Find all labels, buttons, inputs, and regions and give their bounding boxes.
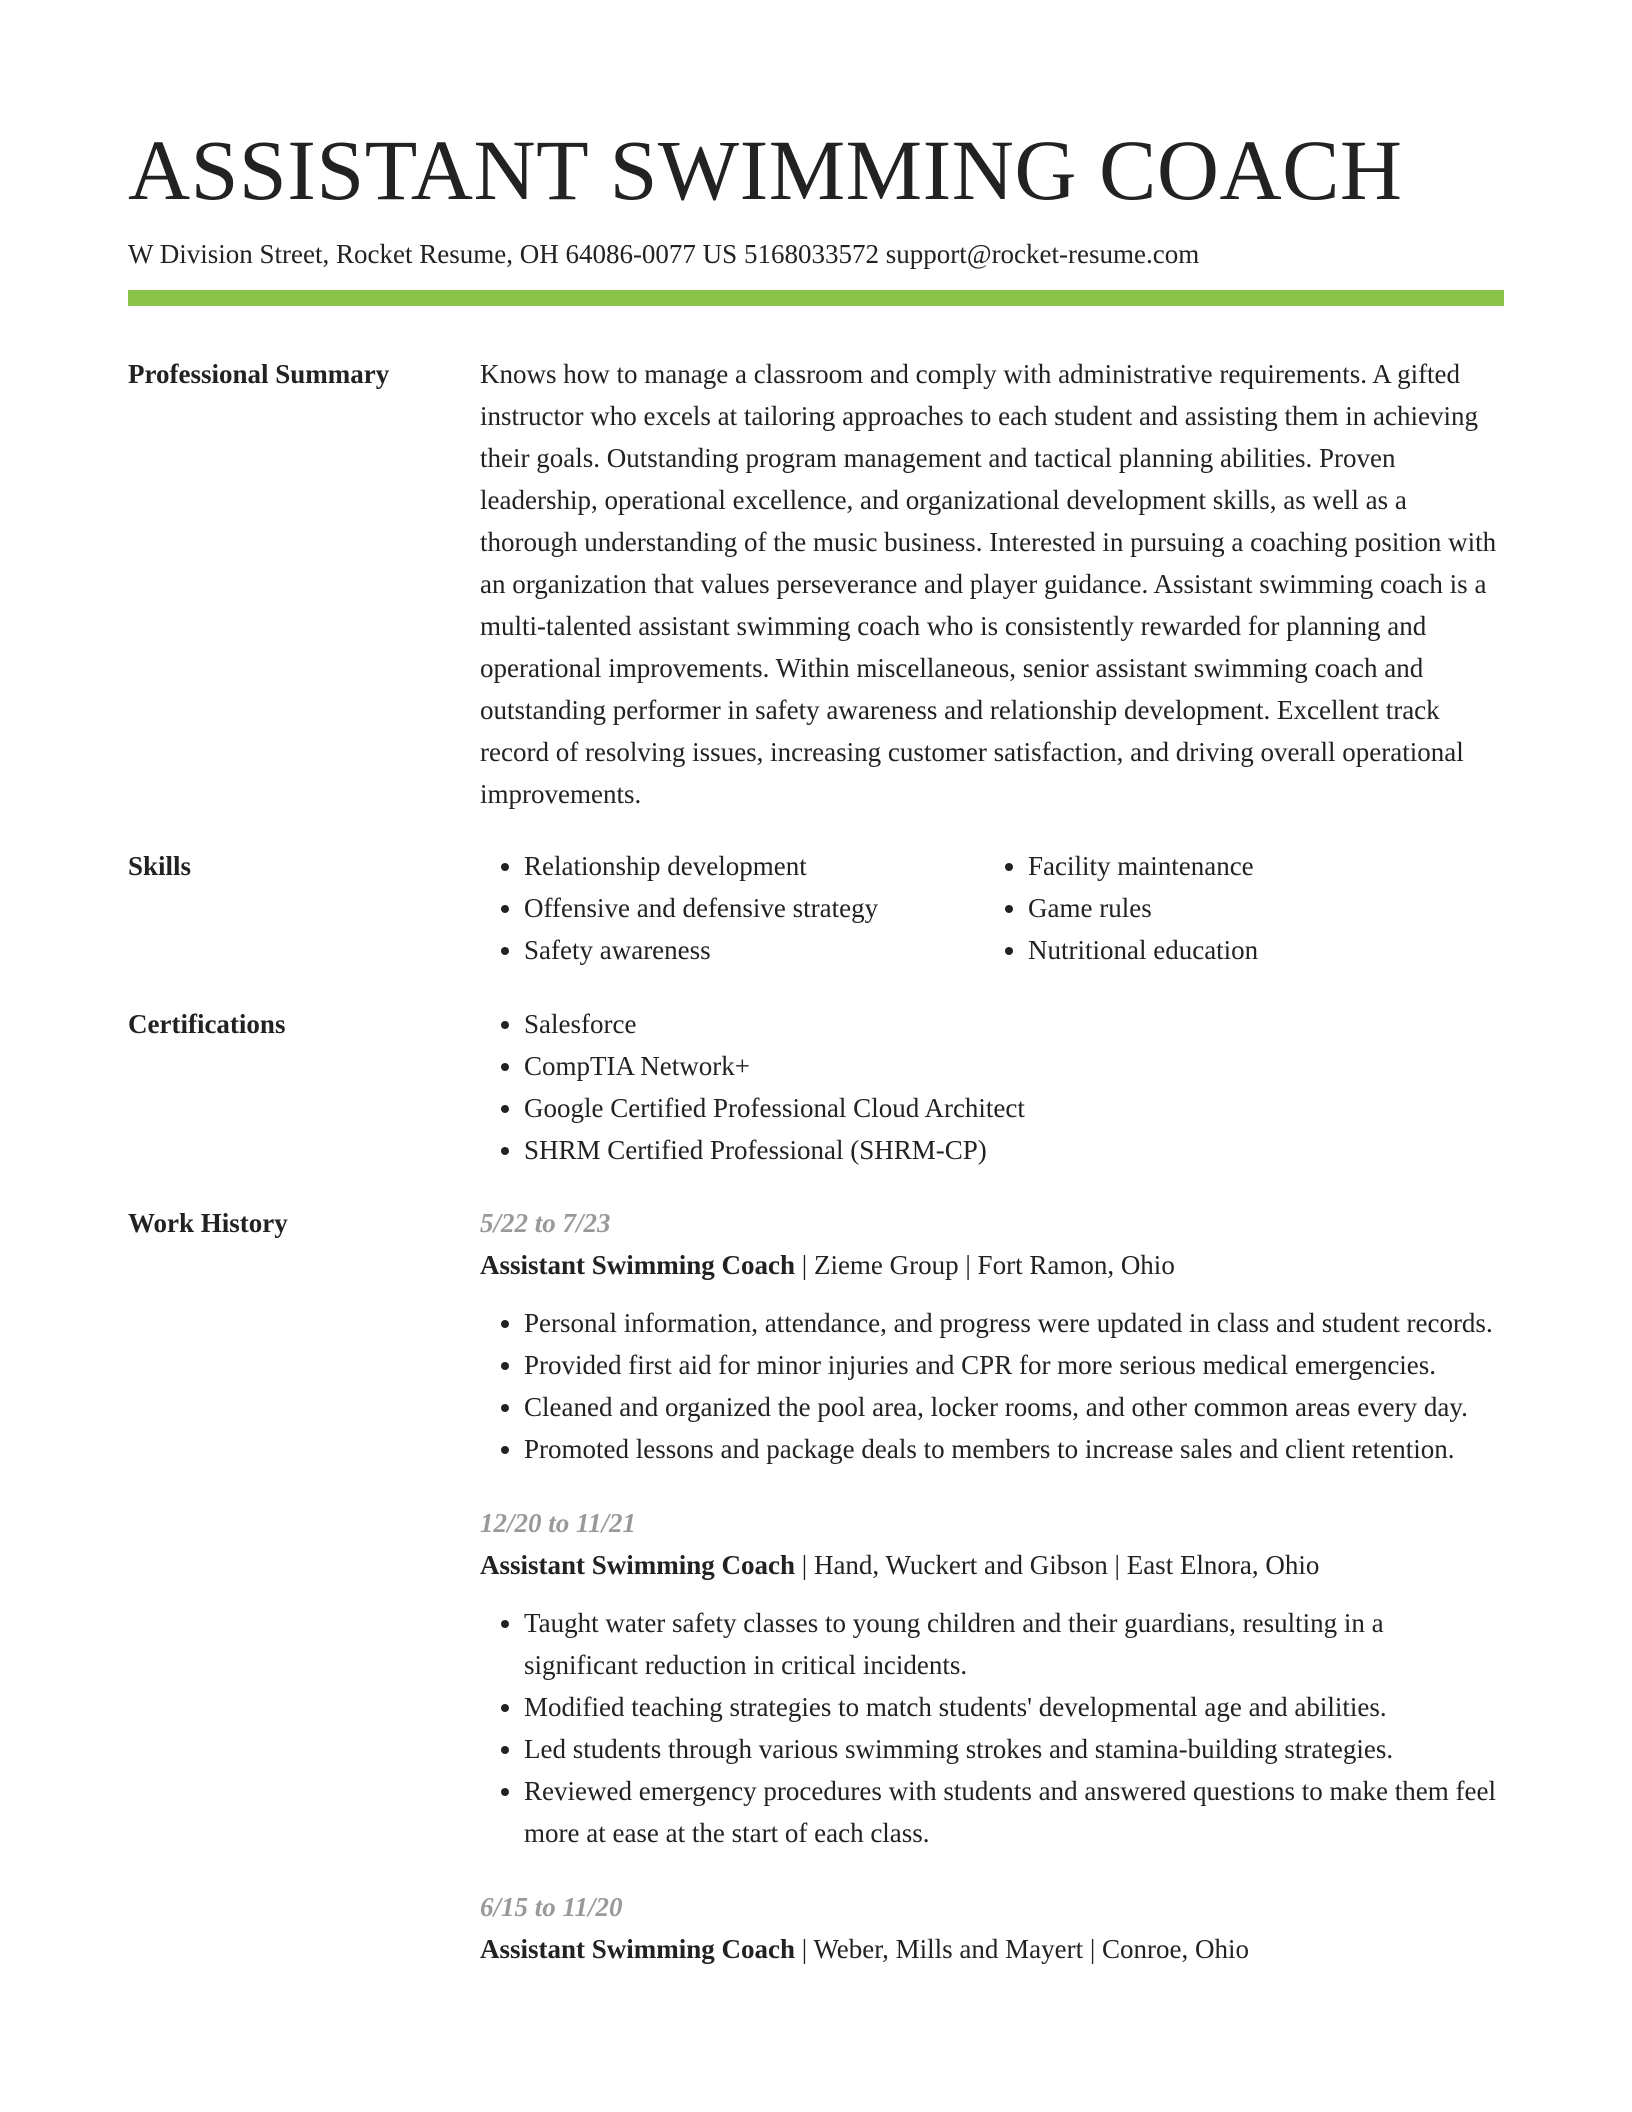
job-bullet: • Led students through various swimming strokes and stamina-building strategies. <box>524 1728 1504 1770</box>
skills-column-right <box>984 845 1504 971</box>
job-dates: 12/20 to 11/21 <box>480 1508 637 1538</box>
job-entry <box>480 1202 1504 1470</box>
certification-item: • SHRM Certified Professional (SHRM-CP) <box>524 1129 1504 1171</box>
skill-item: • Facility maintenance <box>1028 845 1504 887</box>
work-history-body <box>480 1202 1504 2002</box>
header-divider <box>128 290 1504 306</box>
job-bullet: • Promoted lessons and package deals to members to increase sales and client retention. <box>524 1428 1504 1470</box>
job-bullet: • Cleaned and organized the pool area, locker rooms, and other common areas every day. <box>524 1386 1504 1428</box>
skills-section <box>128 845 1504 971</box>
job-title-line <box>480 1544 1504 1586</box>
certifications-heading: Certifications <box>128 1009 286 1039</box>
contact-line: W Division Street, Rocket Resume, OH 64086-0077 US 5168033572 support@rocket-resume.com <box>128 239 1200 269</box>
work-history-heading: Work History <box>128 1208 288 1238</box>
job-bullets <box>480 1602 1504 1854</box>
certifications-list <box>480 1003 1504 1171</box>
job-title: Assistant Swimming Coach <box>480 1934 796 1964</box>
summary-section <box>128 353 1504 815</box>
certifications-body <box>480 1003 1504 1171</box>
job-bullet: • Taught water safety classes to young children and their guardians, resulting in a significant reduction in critical incidents. <box>524 1602 1504 1686</box>
resume-title: ASSISTANT SWIMMING COACH <box>128 122 1403 218</box>
job-details: | Zieme Group | Fort Ramon, Ohio <box>795 1250 1175 1280</box>
certification-item: • CompTIA Network+ <box>524 1045 1504 1087</box>
resume-page <box>128 116 1504 2002</box>
skill-item: • Relationship development <box>524 845 984 887</box>
job-bullet: • Reviewed emergency procedures with students and answered questions to make them feel more at ease at the start of each class. <box>524 1770 1504 1854</box>
skills-column-left <box>480 845 984 971</box>
job-bullet: • Personal information, attendance, and progress were updated in class and student records. <box>524 1302 1504 1344</box>
skill-item: • Game rules <box>1028 887 1504 929</box>
skill-item: • Safety awareness <box>524 929 984 971</box>
skills-heading: Skills <box>128 851 192 881</box>
summary-heading: Professional Summary <box>128 359 390 389</box>
certification-item: • Salesforce <box>524 1003 1504 1045</box>
job-title-line <box>480 1928 1504 1970</box>
job-bullets <box>480 1302 1504 1470</box>
job-dates: 5/22 to 7/23 <box>480 1208 611 1238</box>
certification-item: • Google Certified Professional Cloud Architect <box>524 1087 1504 1129</box>
job-entry <box>480 1502 1504 1854</box>
summary-text: Knows how to manage a classroom and comply with administrative requirements. A gifted instructor who excels at tailoring approaches to each student and assisting them in achieving their goals. Outstanding program management and tactical planning abilities. Proven leadership, operational excellence, and organizational development skills, as well as a thorough understanding of the music business. Interested in pursuing a coaching position with an organization that values perseverance and player guidance. Assistant swimming coach is a multi-talented assistant swimming coach who is consistently rewarded for planning and operational improvements. Within miscellaneous, senior assistant swimming coach and outstanding performer in safety awareness and relationship development. Excellent track record of resolving issues, increasing customer satisfaction, and driving overall operational improvements. <box>480 359 1497 809</box>
skill-item: • Offensive and defensive strategy <box>524 887 984 929</box>
job-dates: 6/15 to 11/20 <box>480 1892 623 1922</box>
job-details: | Hand, Wuckert and Gibson | East Elnora, Ohio <box>795 1550 1320 1580</box>
certifications-section <box>128 1003 1504 1171</box>
work-history-section <box>128 1202 1504 2002</box>
job-entry <box>480 1886 1504 1970</box>
skill-item: • Nutritional education <box>1028 929 1504 971</box>
job-bullet: • Provided first aid for minor injuries and CPR for more serious medical emergencies. <box>524 1344 1504 1386</box>
skills-grid <box>480 845 1504 971</box>
job-title-line <box>480 1244 1504 1286</box>
job-bullet: • Modified teaching strategies to match students' developmental age and abilities. <box>524 1686 1504 1728</box>
job-details: | Weber, Mills and Mayert | Conroe, Ohio <box>795 1934 1250 1964</box>
job-title: Assistant Swimming Coach <box>480 1250 796 1280</box>
job-title: Assistant Swimming Coach <box>480 1550 796 1580</box>
